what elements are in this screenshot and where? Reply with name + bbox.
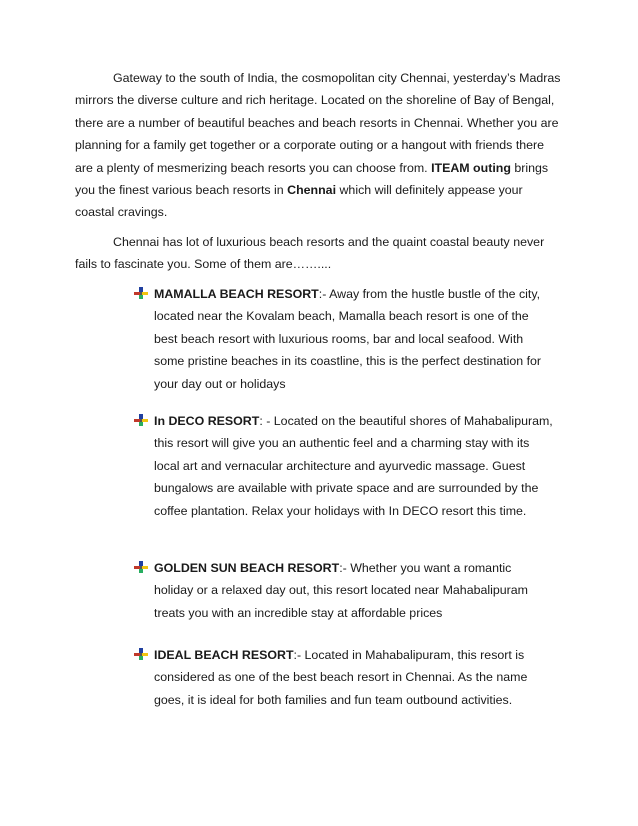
diamond-bullet-icon <box>134 414 148 426</box>
intro-text-a: Gateway to the south of India, the cosmopolitan city Chennai, yesterday’s Madras mirrors the diverse culture and rich heritage. Located on the shoreline of Bay of Bengal, there are a number of beautiful beaches and beach resorts in Chennai. Whether you are planning for a family get together or a corporate outing or a hangout with friends there are a plenty of mesmerizing beach resorts you can choose from. <box>75 71 561 175</box>
diamond-bullet-icon <box>134 648 148 660</box>
intro-text-c: which will definitely appease your coastal cravings. <box>75 183 523 220</box>
resort-list-item <box>134 410 554 522</box>
resort-name: MAMALLA BEACH RESORT <box>154 287 319 301</box>
diamond-bullet-icon <box>134 561 148 573</box>
brand-name: ITEAM outing <box>431 160 511 175</box>
city-name: Chennai <box>287 183 337 198</box>
intro-paragraph <box>75 67 565 224</box>
lead-paragraph <box>75 231 565 276</box>
resort-list-item <box>134 644 554 711</box>
lead-text: Chennai has lot of luxurious beach resorts and the quaint coastal beauty never fails to fascinate you. Some of them are…….... <box>75 235 545 272</box>
resort-name: IDEAL BEACH RESORT <box>154 648 294 662</box>
resort-description: : - Located on the beautiful shores of Mahabalipuram, this resort will give you an authentic feel and a charming stay with its local art and vernacular architecture and ayurvedic massage. Guest bungalows are available with private space and are surrounded by the coffee plantation. Relax your holidays with In DECO resort this time. <box>154 414 553 518</box>
diamond-bullet-icon <box>134 287 148 299</box>
resort-description: :- Located in Mahabalipuram, this resort is considered as one of the best beach resort in Chennai. As the name goes, it is ideal for both families and fun team outbound activities. <box>154 648 528 707</box>
resort-description: :- Whether you want a romantic holiday or a relaxed day out, this resort located near Mahabalipuram treats you with an incredible stay at affordable prices <box>154 561 528 620</box>
resort-name: In DECO RESORT <box>154 414 260 428</box>
resort-name: GOLDEN SUN BEACH RESORT <box>154 561 340 575</box>
resort-list-item <box>134 557 554 624</box>
resort-description: :- Away from the hustle bustle of the city, located near the Kovalam beach, Mamalla beach resort is one of the best beach resort with luxurious rooms, bar and local seafood. With some pristine beaches in its coastline, this is the perfect destination for your day out or holidays <box>154 287 542 391</box>
resort-list-item <box>134 283 554 395</box>
intro-text-b: brings you the finest various beach resorts in <box>75 160 549 198</box>
